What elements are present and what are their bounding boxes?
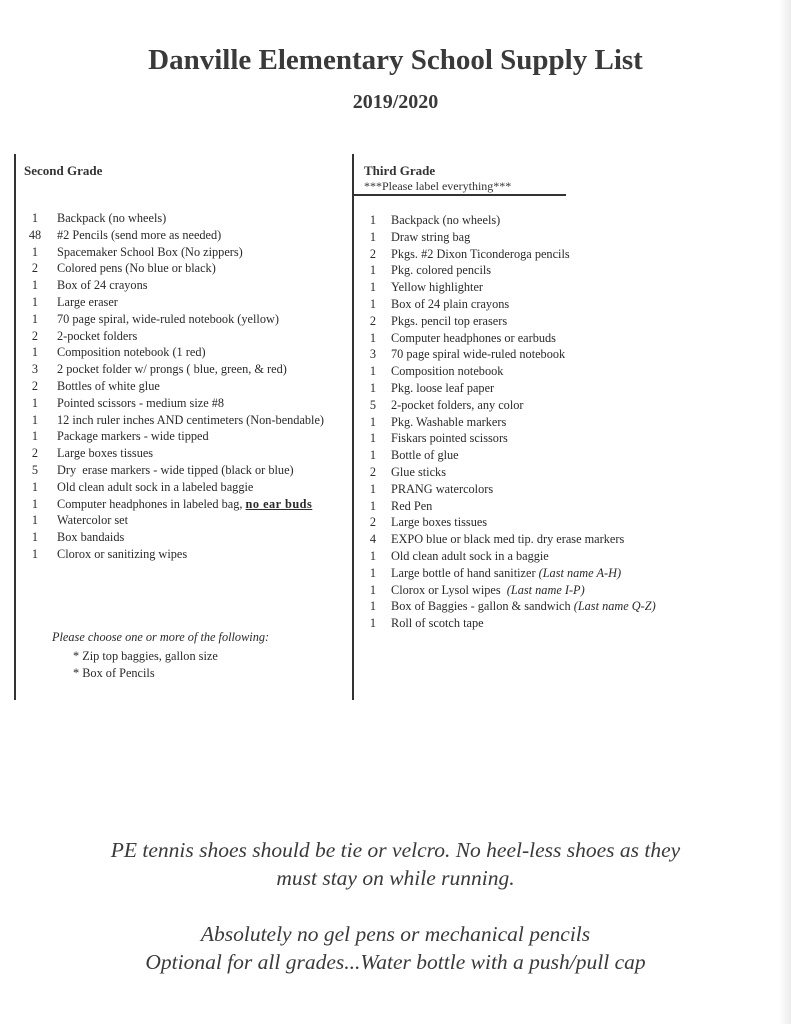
item-quantity: 2: [369, 313, 377, 328]
item-description: #2 Pencils (send more as needed): [57, 227, 222, 242]
center-divider: [352, 154, 354, 700]
item-quantity: 2: [369, 246, 377, 261]
item-text: [57, 512, 128, 529]
option-item: * Box of Pencils: [73, 666, 155, 680]
item-quantity: 1: [369, 213, 377, 227]
item-note: (Last name A-H): [538, 565, 622, 580]
item-text: [57, 529, 124, 546]
item-quantity: 1: [31, 395, 39, 410]
item-description: Bottles of white glue: [57, 378, 160, 393]
list-item: [24, 378, 349, 395]
item-quantity: 3: [31, 362, 39, 377]
item-quantity: 1: [31, 211, 39, 225]
item-description: Backpack (no wheels): [391, 213, 501, 227]
item-quantity: 1: [369, 364, 377, 379]
item-description: Large boxes tissues: [57, 446, 154, 461]
list-item: [362, 212, 762, 229]
item-quantity: 1: [31, 412, 39, 427]
list-item: [362, 380, 762, 397]
item-text: [57, 361, 287, 378]
list-item: [24, 311, 349, 328]
list-item: [24, 395, 349, 412]
list-item: [24, 512, 349, 529]
item-description: 70 page spiral wide-ruled notebook: [391, 347, 566, 362]
item-quantity: 1: [369, 582, 377, 597]
item-description: Clorox or sanitizing wipes: [57, 546, 188, 561]
list-item: [24, 529, 349, 546]
item-text: [57, 328, 137, 345]
item-quantity: 1: [31, 345, 39, 360]
item-description: Roll of scotch tape: [391, 616, 484, 631]
item-text: [57, 445, 153, 462]
item-text: [391, 598, 656, 615]
item-description: Clorox or Lysol wipes: [391, 582, 507, 597]
list-item: [362, 514, 762, 531]
item-description: EXPO blue or black med tip. dry erase markers: [391, 532, 625, 547]
list-item: [362, 363, 762, 380]
item-description: Box of 24 plain crayons: [391, 296, 510, 311]
item-quantity: 1: [369, 330, 377, 345]
item-description: PRANG watercolors: [391, 481, 494, 496]
item-quantity: 5: [31, 462, 39, 477]
item-description: Large bottle of hand sanitizer: [391, 565, 539, 580]
list-item: [24, 227, 349, 244]
item-text: [391, 498, 432, 515]
list-item: [362, 447, 762, 464]
list-item: [362, 598, 762, 615]
third-grade-list: [362, 212, 762, 632]
item-note: (Last name I-P): [506, 582, 585, 597]
item-text: [391, 414, 506, 431]
list-item: [24, 496, 349, 513]
item-quantity: 1: [31, 513, 39, 528]
pe-shoes-note: [0, 836, 791, 892]
list-item: [24, 445, 349, 462]
list-item: [24, 277, 349, 294]
item-emphasis: no ear buds: [245, 496, 313, 511]
list-item: [362, 548, 762, 565]
item-text: [391, 212, 500, 229]
item-text: [391, 464, 446, 481]
item-text: [391, 279, 483, 296]
list-item: [24, 210, 349, 227]
item-text: [391, 363, 503, 380]
item-quantity: 1: [31, 496, 39, 511]
item-quantity: 1: [369, 263, 377, 278]
item-quantity: 1: [369, 565, 377, 580]
item-quantity: 1: [369, 616, 377, 631]
item-description: Pkgs. #2 Dixon Ticonderoga pencils: [391, 246, 570, 261]
item-text: [57, 344, 206, 361]
list-item: [362, 397, 762, 414]
scan-edge-shadow: [779, 0, 791, 1024]
item-description: Colored pens (No blue or black): [57, 261, 216, 276]
list-item: [24, 361, 349, 378]
pens-optional-note: [0, 920, 791, 976]
item-description: Dry erase markers - wide tipped (black or blue): [57, 462, 294, 477]
item-quantity: 2: [369, 464, 377, 479]
item-quantity: 1: [369, 414, 377, 429]
item-description: Pkg. loose leaf paper: [391, 380, 495, 395]
item-quantity: 1: [369, 448, 377, 463]
list-item: [362, 531, 762, 548]
list-item: [362, 346, 762, 363]
item-text: [391, 582, 585, 599]
item-quantity: 3: [369, 347, 377, 362]
item-description: Old clean adult sock in a labeled baggie: [57, 479, 254, 494]
item-text: [391, 313, 507, 330]
item-text: [391, 262, 491, 279]
item-quantity: 1: [369, 431, 377, 446]
list-item: [24, 462, 349, 479]
list-item: [362, 464, 762, 481]
third-grade-heading: Third Grade: [364, 163, 436, 178]
item-text: [57, 496, 312, 513]
list-item: [362, 498, 762, 515]
item-quantity: 1: [31, 278, 39, 293]
item-description: Large boxes tissues: [391, 515, 488, 530]
item-quantity: 1: [369, 280, 377, 295]
item-quantity: 48: [28, 227, 42, 242]
item-text: [391, 397, 524, 414]
item-text: [57, 294, 118, 311]
item-description: Draw string bag: [391, 229, 471, 244]
second-grade-list: [24, 210, 349, 563]
list-item: [362, 615, 762, 632]
item-description: Box bandaids: [57, 530, 125, 545]
list-item: [24, 344, 349, 361]
item-description: Yellow highlighter: [391, 280, 484, 295]
item-description: Backpack (no wheels): [57, 211, 167, 225]
item-description: Composition notebook: [391, 364, 504, 379]
item-text: [57, 227, 221, 244]
item-description: Pkg. colored pencils: [391, 263, 492, 278]
item-text: [391, 481, 493, 498]
list-item: [24, 260, 349, 277]
list-item: [362, 330, 762, 347]
list-item: [24, 244, 349, 261]
item-text: [57, 412, 324, 429]
item-text: [391, 330, 556, 347]
list-item: [24, 479, 349, 496]
item-quantity: 4: [369, 532, 377, 547]
item-text: [57, 244, 243, 261]
page-title: Danville Elementary School Supply List: [148, 44, 643, 76]
item-description: 2-pocket folders, any color: [391, 397, 524, 412]
item-text: [391, 296, 509, 313]
item-text: [391, 430, 508, 447]
item-quantity: 1: [369, 599, 377, 614]
item-quantity: 2: [31, 378, 39, 393]
item-text: [57, 395, 224, 412]
choose-instruction: Please choose one or more of the following:: [52, 630, 270, 644]
item-quantity: 1: [369, 481, 377, 496]
item-description: Pkgs. pencil top erasers: [391, 313, 508, 328]
list-item: [24, 428, 349, 445]
item-text: [391, 615, 484, 632]
item-text: [57, 546, 187, 563]
item-text: [391, 514, 487, 531]
item-text: [391, 246, 570, 263]
list-item: [362, 414, 762, 431]
item-quantity: 1: [369, 548, 377, 563]
list-item: [362, 262, 762, 279]
list-item: [24, 294, 349, 311]
item-text: [391, 565, 621, 582]
item-quantity: 1: [31, 244, 39, 259]
item-description: Fiskars pointed scissors: [391, 431, 508, 446]
item-description: Box of 24 crayons: [57, 278, 148, 293]
item-text: [57, 260, 216, 277]
item-quantity: 2: [31, 261, 39, 276]
item-description: Old clean adult sock in a baggie: [391, 548, 549, 563]
item-text: [391, 229, 470, 246]
item-text: [57, 277, 148, 294]
item-description: Composition notebook (1 red): [57, 345, 206, 360]
list-item: [362, 296, 762, 313]
list-item: [362, 246, 762, 263]
item-text: [391, 380, 494, 397]
item-description: Pointed scissors - medium size #8: [57, 395, 225, 410]
list-item: [24, 328, 349, 345]
item-quantity: 2: [369, 515, 377, 530]
no-gel-pens-line: Absolutely no gel pens or mechanical pencils: [200, 922, 591, 946]
item-description: Large eraser: [57, 294, 118, 309]
item-description: Pkg. Washable markers: [391, 414, 507, 429]
item-quantity: 1: [31, 546, 39, 561]
item-description: 2-pocket folders: [57, 328, 138, 343]
item-text: [57, 210, 166, 227]
item-text: [57, 311, 279, 328]
option-item: * Zip top baggies, gallon size: [73, 649, 218, 663]
item-text: [57, 479, 253, 496]
item-description: Glue sticks: [391, 464, 446, 479]
item-quantity: 1: [369, 229, 377, 244]
list-item: [362, 279, 762, 296]
item-quantity: 1: [31, 311, 39, 326]
list-item: [24, 412, 349, 429]
list-item: [362, 313, 762, 330]
pe-shoes-line-2: must stay on while running.: [276, 866, 515, 890]
item-quantity: 1: [31, 429, 39, 444]
item-description: Package markers - wide tipped: [57, 429, 209, 444]
item-quantity: 1: [31, 294, 39, 309]
label-everything-note: ***Please label everything***: [364, 179, 512, 193]
item-text: [57, 378, 160, 395]
item-quantity: 5: [369, 397, 377, 412]
list-item: [24, 546, 349, 563]
item-description: 2 pocket folder w/ prongs ( blue, green, & red): [57, 362, 287, 377]
list-item: [362, 430, 762, 447]
pe-shoes-line-1: PE tennis shoes should be tie or velcro. No heel-less shoes as they: [110, 838, 681, 862]
item-text: [57, 428, 209, 445]
item-quantity: 1: [31, 530, 39, 545]
item-quantity: 1: [31, 479, 39, 494]
item-text: [391, 531, 624, 548]
third-grade-header-rule: [352, 194, 566, 196]
item-description: Computer headphones or earbuds: [391, 330, 556, 345]
item-text: [391, 548, 549, 565]
list-item: [362, 582, 762, 599]
left-border: [14, 154, 16, 700]
item-note: (Last name Q-Z): [573, 599, 656, 614]
item-description: Box of Baggies - gallon & sandwich: [391, 599, 574, 614]
item-description: Spacemaker School Box (No zippers): [57, 244, 243, 259]
item-text: [57, 462, 294, 479]
item-quantity: 1: [369, 380, 377, 395]
item-quantity: 2: [31, 328, 39, 343]
list-item: [362, 481, 762, 498]
item-description: Red Pen: [391, 498, 433, 513]
item-quantity: 1: [369, 498, 377, 513]
list-item: [362, 229, 762, 246]
water-bottle-line: Optional for all grades...Water bottle with a push/pull cap: [145, 950, 646, 974]
item-description: Computer headphones in labeled bag,: [57, 496, 246, 511]
list-item: [362, 565, 762, 582]
item-text: [391, 346, 565, 363]
item-description: Bottle of glue: [391, 448, 459, 463]
item-quantity: 2: [31, 446, 39, 461]
item-quantity: 1: [369, 296, 377, 311]
second-grade-heading: Second Grade: [24, 163, 103, 178]
item-description: 70 page spiral, wide-ruled notebook (yellow): [57, 311, 279, 326]
item-description: Watercolor set: [57, 513, 129, 528]
item-text: [391, 447, 459, 464]
school-year: 2019/2020: [352, 91, 439, 113]
item-description: 12 inch ruler inches AND centimeters (Non-bendable): [57, 412, 325, 427]
